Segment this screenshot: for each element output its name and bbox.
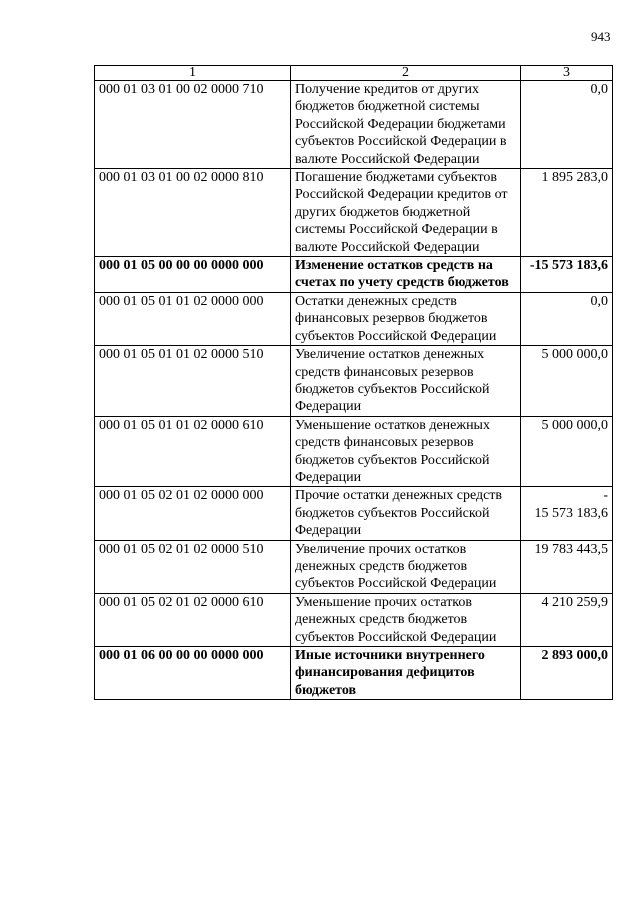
- row-code: 000 01 03 01 00 02 0000 810: [95, 169, 291, 257]
- row-name: Прочие остатки денежных средств бюджетов субъектов Российской Федерации: [291, 487, 521, 540]
- row-amount-sign: -: [603, 488, 608, 504]
- row-code: 000 01 05 01 01 02 0000 510: [95, 346, 291, 417]
- row-amount: 1 895 283,0: [521, 169, 613, 257]
- row-amount: 19 783 443,5: [521, 540, 613, 593]
- row-amount: 5 000 000,0: [521, 346, 613, 417]
- row-code: 000 01 05 01 01 02 0000 000: [95, 292, 291, 345]
- row-amount: 5 000 000,0: [521, 416, 613, 487]
- row-name: Получение кредитов от других бюджетов бюджетной системы Российской Федерации бюджетами субъектов Российской Федерации в валюте Российской Федерации: [291, 81, 521, 169]
- table-row: [95, 487, 613, 540]
- row-name: Увеличение остатков денежных средств финансовых резервов бюджетов субъектов Российской Федерации: [291, 346, 521, 417]
- row-amount-value: 15 573 183,6: [534, 505, 608, 521]
- row-code: 000 01 03 01 00 02 0000 710: [95, 81, 291, 169]
- row-code: 000 01 06 00 00 00 0000 000: [95, 647, 291, 700]
- row-amount: 4 210 259,9: [521, 593, 613, 646]
- row-name: Погашение бюджетами субъектов Российской Федерации кредитов от других бюджетов бюджетной системы Российской Федерации в валюте Российской Федерации: [291, 169, 521, 257]
- column-header-code: 1: [95, 66, 291, 81]
- row-code: 000 01 05 02 01 02 0000 510: [95, 540, 291, 593]
- row-code: 000 01 05 02 01 02 0000 610: [95, 593, 291, 646]
- row-name: Уменьшение остатков денежных средств финансовых резервов бюджетов субъектов Российской Федерации: [291, 416, 521, 487]
- row-amount: 0,0: [521, 292, 613, 345]
- row-code: 000 01 05 00 00 00 0000 000: [95, 257, 291, 293]
- table-header-row: [95, 66, 613, 81]
- table-row: [95, 292, 613, 345]
- table-row: [95, 540, 613, 593]
- row-code: 000 01 05 01 01 02 0000 610: [95, 416, 291, 487]
- row-name: Увеличение прочих остатков денежных средств бюджетов субъектов Российской Федерации: [291, 540, 521, 593]
- table-row: [95, 81, 613, 169]
- table-row: [95, 593, 613, 646]
- table-row: [95, 346, 613, 417]
- table-row: [95, 169, 613, 257]
- table-row: [95, 257, 613, 293]
- row-name: Изменение остатков средств на счетах по учету средств бюджетов: [291, 257, 521, 293]
- table-row: [95, 416, 613, 487]
- row-amount: [521, 487, 613, 540]
- row-amount: -15 573 183,6: [521, 257, 613, 293]
- column-header-amount: 3: [521, 66, 613, 81]
- column-header-name: 2: [291, 66, 521, 81]
- budget-sources-table: [94, 65, 613, 700]
- page-number: 943: [591, 29, 611, 44]
- row-name: Уменьшение прочих остатков денежных средств бюджетов субъектов Российской Федерации: [291, 593, 521, 646]
- table-row: [95, 647, 613, 700]
- row-amount: 2 893 000,0: [521, 647, 613, 700]
- row-name: Остатки денежных средств финансовых резервов бюджетов субъектов Российской Федерации: [291, 292, 521, 345]
- row-amount: 0,0: [521, 81, 613, 169]
- row-code: 000 01 05 02 01 02 0000 000: [95, 487, 291, 540]
- row-name: Иные источники внутреннего финансирования дефицитов бюджетов: [291, 647, 521, 700]
